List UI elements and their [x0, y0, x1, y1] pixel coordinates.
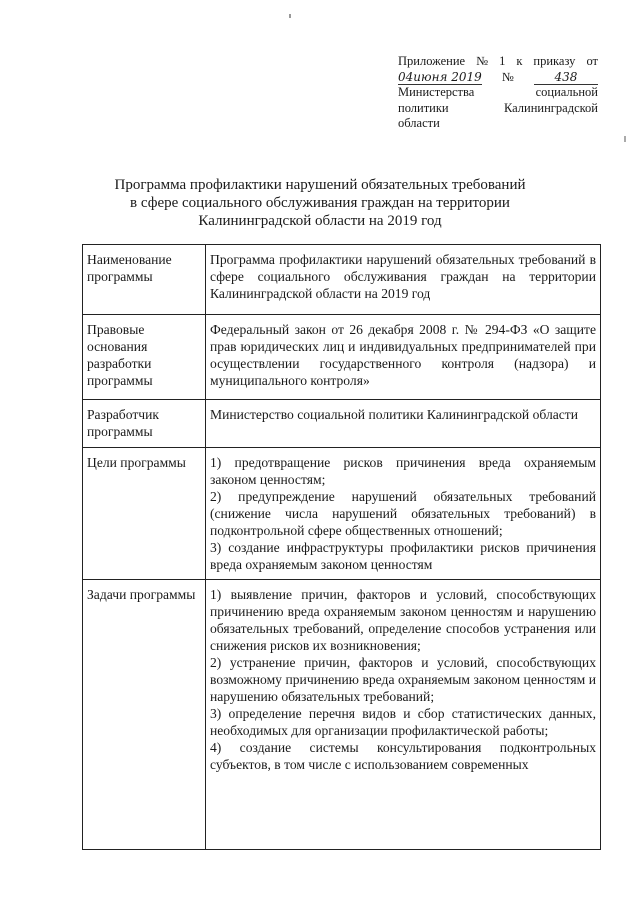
annex-ministry-line: Министерства социальной: [398, 85, 598, 99]
row-value: Федеральный закон от 26 декабря 2008 г. № 294-ФЗ «О защите прав юридических лиц и индивидуальных предпринимателей при осуществлении государственного контроля (надзора) и муниципального контроля»: [206, 315, 601, 400]
table-row: [83, 580, 601, 850]
program-passport-table: [82, 244, 601, 850]
annex-header: [398, 54, 598, 132]
row-label: Задачи программы: [83, 580, 206, 850]
table-row: [83, 315, 601, 400]
row-value: Министерство социальной политики Калининградской области: [206, 400, 601, 448]
row-label: Наименование программы: [83, 245, 206, 315]
table-row: [83, 245, 601, 315]
annex-region-line: области: [398, 116, 440, 130]
scan-speck: [289, 14, 291, 18]
annex-policy-line: политики Калининградской: [398, 100, 598, 115]
annex-date-line: 04июня 2019 № 438: [398, 70, 598, 86]
row-label: Правовые основания разработки программы: [83, 315, 206, 400]
annex-line-1: Приложение № 1 к приказу от: [398, 54, 598, 68]
handwritten-date: 04июня 2019: [398, 69, 482, 84]
row-label: Цели программы: [83, 448, 206, 580]
row-value: Программа профилактики нарушений обязательных требований в сфере социального обслуживания граждан на территории Калининградской области на 2019 год: [206, 245, 601, 315]
table-row: [83, 448, 601, 580]
handwritten-number: 438: [534, 70, 598, 86]
scan-speck: [624, 136, 626, 142]
table-row: [83, 400, 601, 448]
row-label: Разработчик программы: [83, 400, 206, 448]
row-value: 1) предотвращение рисков причинения вреда охраняемым законом ценностям; 2) предупреждение нарушений обязательных требований (снижение числа нарушений обязательных требований) в подконтрольной сфере общественных отношений; 3) создание инфраструктуры профилактики рисков причинения вреда охраняемым законом ценностям: [206, 448, 601, 580]
row-value: 1) выявление причин, факторов и условий, способствующих причинению вреда охраняемым законом ценностям и нарушению обязательных требований, определение способов устранения или снижения рисков их возникновения; 2) устранение причин, факторов и условий, способствующих возможному причинению вреда охраняемым законом ценностям и нарушению обязательных требований; 3) определение перечня видов и сбор статистических данных, необходимых для организации профилактической работы; 4) создание системы консультирования подконтрольных субъектов, в том числе с использованием современных: [206, 580, 601, 850]
document-title: Программа профилактики нарушений обязательных требований в сфере социального обслуживания граждан на территории Калининградской области на 2019 год: [114, 177, 526, 229]
